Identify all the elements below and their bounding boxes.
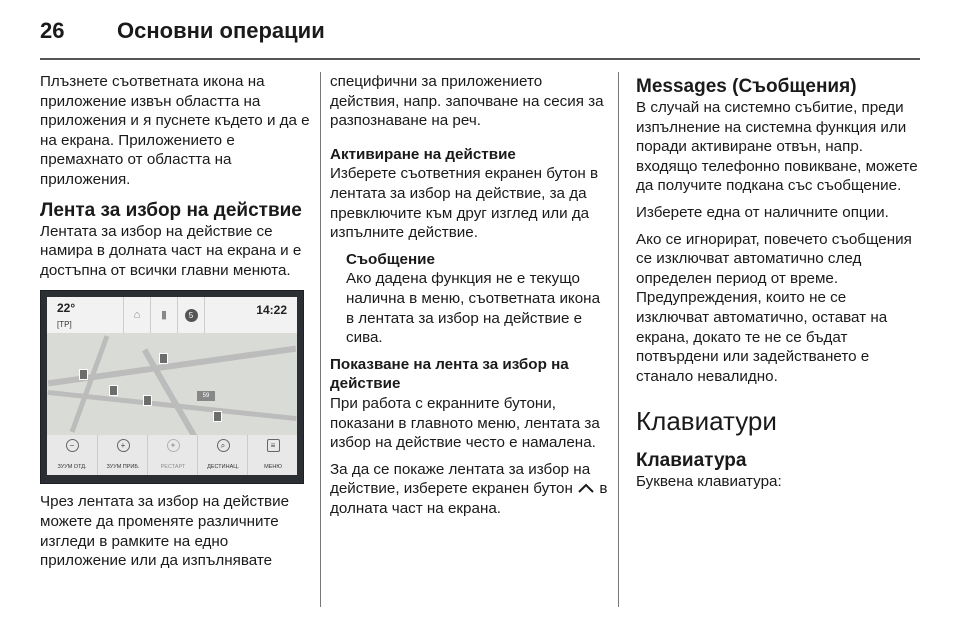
keyboards-title: Клавиатури: [636, 406, 777, 437]
figure-map-pin: [213, 411, 222, 422]
figure-destination-button: ⌕ ДЕСТИНАЦ.: [197, 435, 248, 475]
figure-messages-tab-icon: [177, 297, 204, 333]
messages-title: Messages (Съобщения): [636, 76, 857, 97]
restart-icon: ✦: [167, 439, 180, 452]
activate-action-paragraph: Изберете съответния екранен бутон в лентата за избор на действие, за да превключите към друг изглед или да изпълните действие.: [330, 165, 599, 242]
figure-map-road: [70, 336, 110, 434]
zoom-out-icon: −: [66, 439, 79, 452]
activate-action-title: Активиране на действие: [330, 145, 516, 163]
keyboard-subtitle: Клавиатура: [636, 450, 747, 472]
figure-status-bar: [47, 297, 297, 333]
action-bar-paragraph: Лентата за избор на действие се намира в долната част на екрана и е достъпна от всички главни менюта.: [40, 222, 302, 279]
figure-zoom-out-button: − ЗУУМ ОТД.: [57, 441, 87, 471]
search-icon: ⌕: [217, 439, 230, 452]
column-divider-2: [618, 72, 619, 607]
figure-action-bar: [47, 435, 297, 475]
figure-restart-button: ✦ РЕСТАРТ: [147, 435, 198, 475]
figure-app-tabs: [123, 297, 231, 333]
page-number: 26: [40, 18, 65, 43]
figure-phone-tab-icon: ▮: [150, 297, 177, 333]
chevron-up-icon: [577, 482, 595, 494]
keyboard-paragraph: Буквена клавиатура:: [636, 473, 782, 491]
show-action-bar-paragraph: При работа с екранните бутони, показани в главното меню, лентата за избор на действие често е намалена.: [330, 394, 600, 452]
column-divider-1: [320, 72, 321, 607]
choose-option-paragraph: Изберете една от наличните опции.: [636, 203, 889, 221]
figure-map-pin: [159, 353, 168, 364]
after-figure-paragraph: Чрез лентата за избор на действие можете да променяте различните изгледи в рамките на едно приложение или да изпълнявате: [40, 493, 290, 570]
section-title-action-bar: Лента за избор на действие: [40, 199, 302, 221]
figure-tp-indicator: [TP]: [57, 320, 72, 330]
header-divider: [40, 58, 920, 60]
note-box: [346, 250, 608, 348]
figure-road-number: 59: [197, 391, 215, 401]
page-header: [40, 14, 920, 54]
figure-clock: 14:22: [256, 303, 287, 318]
menu-icon: ≡: [267, 439, 280, 452]
figure-tab-badge: 5: [185, 309, 198, 322]
note-text: Ако дадена функция не е текущо налична в меню, съответната икона в лентата за избор на действие е сива.: [346, 270, 601, 347]
figure-map-pin: [143, 395, 152, 406]
figure-map-pin: [109, 385, 118, 396]
navigation-screenshot-figure: [40, 290, 304, 484]
page-title: Основни операции: [117, 18, 325, 43]
show-action-bar-instruction: За да се покаже лентата за избор на действие, изберете екранен бутон в долната част на екрана.: [330, 460, 608, 517]
figure-map: [47, 333, 297, 435]
figure-nav-tab-icon: ⌂: [123, 297, 150, 333]
note-title: Съобщение: [346, 250, 435, 268]
ignore-paragraph: Ако се игнорират, повечето съобщения се изключват автоматично след определен период от време. Предупреждения, които не се изключват автоматично, остават на екрана, докато те не се бъдат потвърдени или задействането е станало невалидно.: [636, 230, 912, 385]
column-2: [330, 72, 608, 525]
figure-zoom-in-button: + ЗУУМ ПРИБ.: [97, 435, 148, 475]
figure-map-pin: [79, 369, 88, 380]
intro-paragraph: Плъзнете съответната икона на приложение извън областта на приложения и я пуснете където и да е на екрана. Приложението е премахнато от областта на приложения.: [40, 73, 310, 188]
figure-menu-button: ≡ МЕНЮ: [247, 435, 298, 475]
column-3: [636, 76, 922, 499]
continued-paragraph: специфични за приложението действия, напр. започване на сесия за разпознаване на реч.: [330, 73, 604, 130]
figure-extra-tab: [204, 297, 231, 333]
figure-map-road: [48, 346, 296, 387]
messages-paragraph: В случай на системно събитие, преди изпълнение на системна функция или поради активиране отвън, напр. входящо телефонно повикване, можете да получите подкана със съобщение.: [636, 99, 918, 195]
figure-temperature: 22°: [57, 301, 76, 316]
column-1: [40, 72, 312, 578]
show-action-bar-title: Показване на лента за избор на действие: [330, 355, 569, 393]
zoom-in-icon: +: [117, 439, 130, 452]
